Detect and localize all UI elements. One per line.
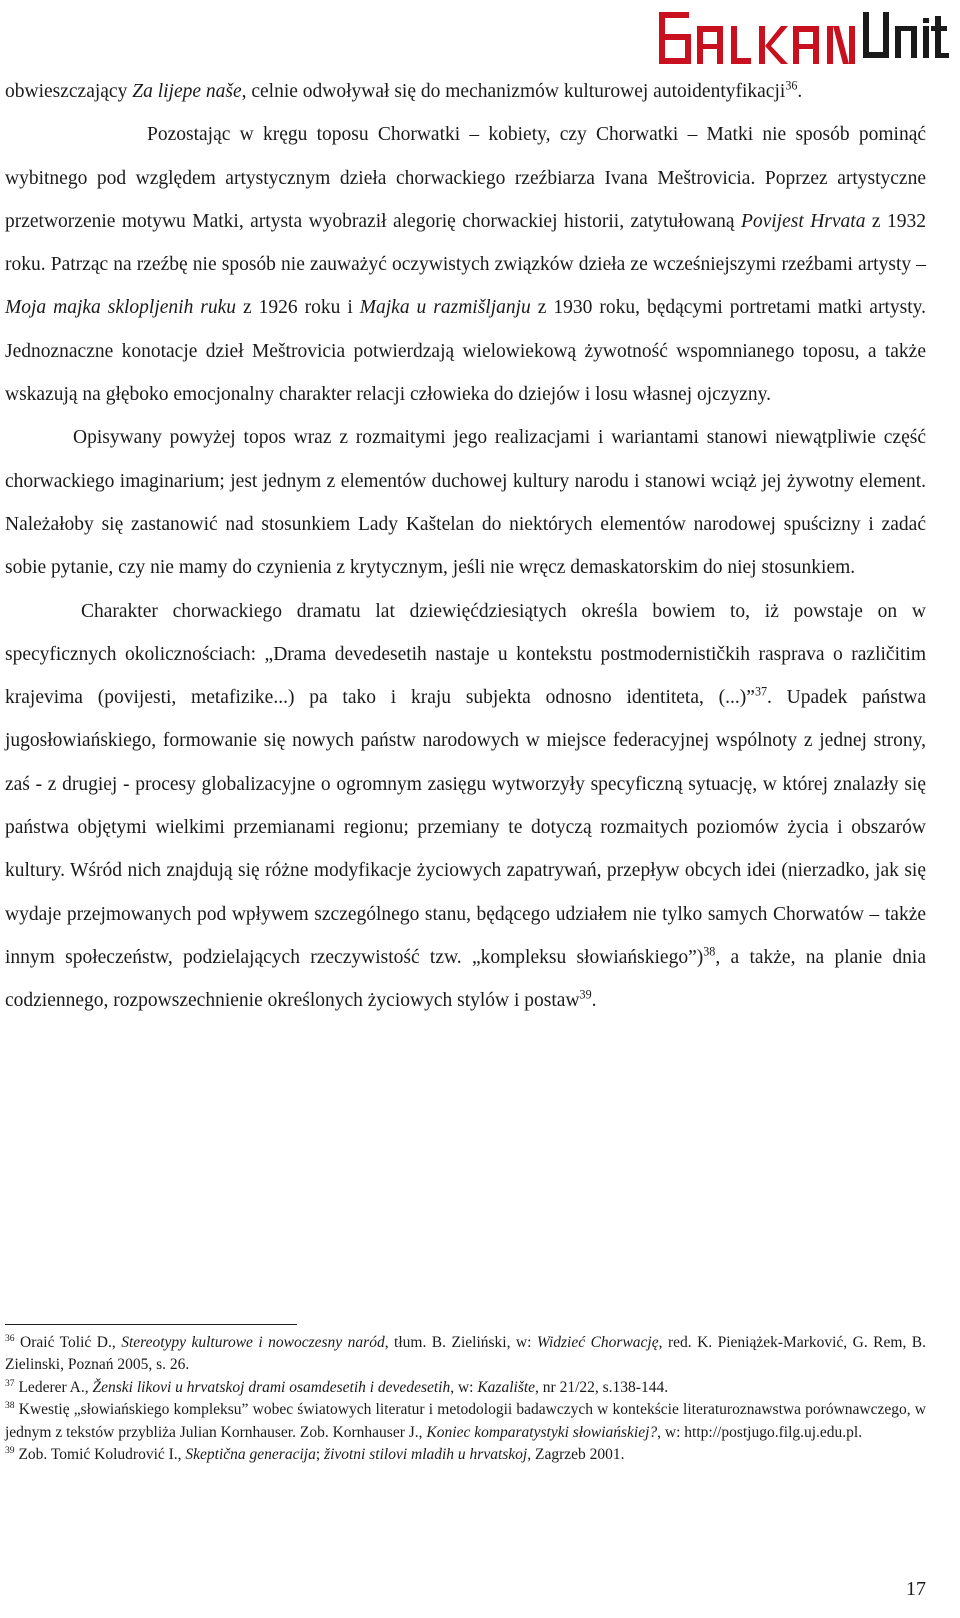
footnote-number: 36 xyxy=(5,1332,15,1344)
text-run: Opisywany powyżej topos wraz z rozmaitymi jego realizacjami i wariantami stanowi niewątpliwie część chorwackiego imaginarium; jest jednym z elementów duchowej kultury narodu i stanowi wciąż jej żywotny element. Należałoby się zastanowić nad stosunkiem Lady Kaštelan do niektórych elementów narodowej spuścizny i zadać sobie pytanie, czy nie mamy do czynienia z krytycznym, jeśli nie wręcz demaskatorskim do niej stosunkiem. xyxy=(5,427,926,579)
text-run: . xyxy=(797,81,803,102)
footnote-ref-39[interactable]: 39 xyxy=(579,987,592,1002)
footnote-number: 38 xyxy=(5,1400,15,1412)
paragraph-3 xyxy=(5,416,926,589)
italic-title: Kazalište xyxy=(477,1378,536,1396)
italic-title: životni stilovi mladih u hrvatskoj xyxy=(324,1446,528,1464)
footnote-36 xyxy=(5,1332,926,1377)
italic-title: Moja majka sklopljenih ruku xyxy=(5,297,237,319)
text-run: Oraić Tolić D., xyxy=(14,1334,122,1351)
italic-title: Povijest Hrvata xyxy=(740,210,866,232)
italic-title: Majka u razmišljanju xyxy=(359,297,531,319)
footnote-number: 39 xyxy=(5,1444,15,1456)
text-run: Pozostając w kręgu toposu Chorwatki – kobiety, czy Chorwatki – Matki nie sposób pominąć wybitnego pod względem artystycznym dzieła chorwackiego rzeźbiarza Ivana Meštrovicia. Poprzez artystyczne przetworzenie motywu Matki, artysta wyobraził alegorię chorwackiej historii, zatytułowaną xyxy=(5,124,926,232)
footnote-39 xyxy=(5,1444,926,1466)
logo-text: BalkanUnited xyxy=(659,67,671,69)
text-run: , nr 21/22, s.138-144. xyxy=(535,1378,669,1396)
text-run: Kwestię „słowiańskiego kompleksu” wobec światowych literatur i metodologii badawczych w kontekście literaturoznawstwa porównawczego, w jednym z tekstów przybliża Julian Kornhauser. Zob. Kornhauser J., xyxy=(5,1401,926,1441)
text-run: . xyxy=(591,990,597,1012)
footnote-38 xyxy=(5,1399,926,1444)
paragraph-1 xyxy=(5,70,926,113)
text-run: Zob. Tomić Koludrović I., xyxy=(14,1446,186,1464)
italic-title: Za lijepe naše xyxy=(132,81,242,102)
text-run: , w: http://postjugo.filg.uj.edu.pl. xyxy=(657,1423,863,1441)
text-run: , a także, na planie dnia codziennego, rozpowszechnienie określonych życiowych stylów i postaw xyxy=(5,946,926,1012)
paragraph-4 xyxy=(5,590,926,1023)
text-run: , celnie odwoływał się do mechanizmów kulturowej autoidentyfikacji xyxy=(241,81,786,102)
text-run: , Zagrzeb 2001. xyxy=(527,1446,625,1464)
text-run: obwieszczający xyxy=(5,81,133,102)
italic-title: Skeptična generacija xyxy=(185,1446,316,1464)
balkanunited-logo xyxy=(659,4,955,70)
logo-graphic xyxy=(659,4,955,70)
text-run: , tłum. B. Zieliński, w: xyxy=(384,1334,537,1351)
footnote-ref-37[interactable]: 37 xyxy=(754,684,768,699)
footnote-ref-36[interactable]: 36 xyxy=(785,78,798,93)
italic-title: Stereotypy kulturowe i nowoczesny naród xyxy=(121,1334,385,1351)
text-run: z 1926 roku i xyxy=(236,297,360,319)
text-run: z 1932 roku. Patrząc na rzeźbę nie sposób nie zauważyć oczywistych związków dzieła ze wcześniejszymi rzeźbami artysty – xyxy=(5,210,927,276)
paragraph-2 xyxy=(5,113,926,416)
footnote-number: 37 xyxy=(5,1377,15,1389)
footnote-separator xyxy=(5,1324,297,1325)
text-run: Charakter chorwackiego dramatu lat dziewięćdziesiątych określa bowiem to, iż powstaje on w specyficznych okolicznościach: „Drama devedesetih nastaje u kontekstu postmodernističkih rasprava o različitim krajevima (povijesti, metafizike...) pa tako i kraju subjekta odnosno identiteta, (...)” xyxy=(5,600,926,709)
footnotes xyxy=(5,1332,926,1466)
footnote-ref-38[interactable]: 38 xyxy=(703,944,716,959)
italic-title: Widzieć Chorwację xyxy=(536,1334,659,1351)
italic-title: Ženski likovi u hrvatskoj drami osamdesetih i devedesetih xyxy=(92,1378,451,1396)
text-run: Lederer A., xyxy=(14,1378,93,1396)
page-number: 17 xyxy=(906,1578,926,1600)
italic-title: Koniec komparatystyki słowiańskiej? xyxy=(426,1423,658,1441)
text-run: ; xyxy=(315,1446,325,1464)
body-text xyxy=(5,70,926,1023)
footnote-37 xyxy=(5,1377,926,1399)
text-run: , red. K. Pieniążek-Marković, G. Rem, B. Zielinski, Poznań 2005, s. 26. xyxy=(5,1334,926,1374)
text-run: z 1930 roku, będącymi portretami matki artysty. Jednoznaczne konotacje dzieł Meštrovicia potwierdzają wielowiekową żywotność wspomnianego toposu, a także wskazują na głęboko emocjonalny charakter relacji człowieka do dziejów i losu własnej ojczyzny. xyxy=(5,297,926,406)
text-run: , w: xyxy=(450,1378,478,1396)
text-run: . Upadek państwa jugosłowiańskiego, formowanie się nowych państw narodowych w miejsce federacyjnej wspólnoty z jednej strony, zaś - z drugiej - procesy globalizacyjne o ogromnym zasięgu wytworzyły specyficzną sytuację, w której znalazły się państwa objętymi wielkimi przemianami regionu; przemiany te dotyczą rozmaitych poziomów życia i obszarów kultury. Wśród nich znajdują się różne modyfikacje życiowych zapatrywań, przepływ obcych idei (nierzadko, jak się wydaje przejmowanych pod wpływem szczególnego stanu, będącego udziałem nie tylko samych Chorwatów – także innym społeczeństw, podzielających rzeczywistość tzw. „kompleksu słowiańskiego”) xyxy=(5,687,926,968)
